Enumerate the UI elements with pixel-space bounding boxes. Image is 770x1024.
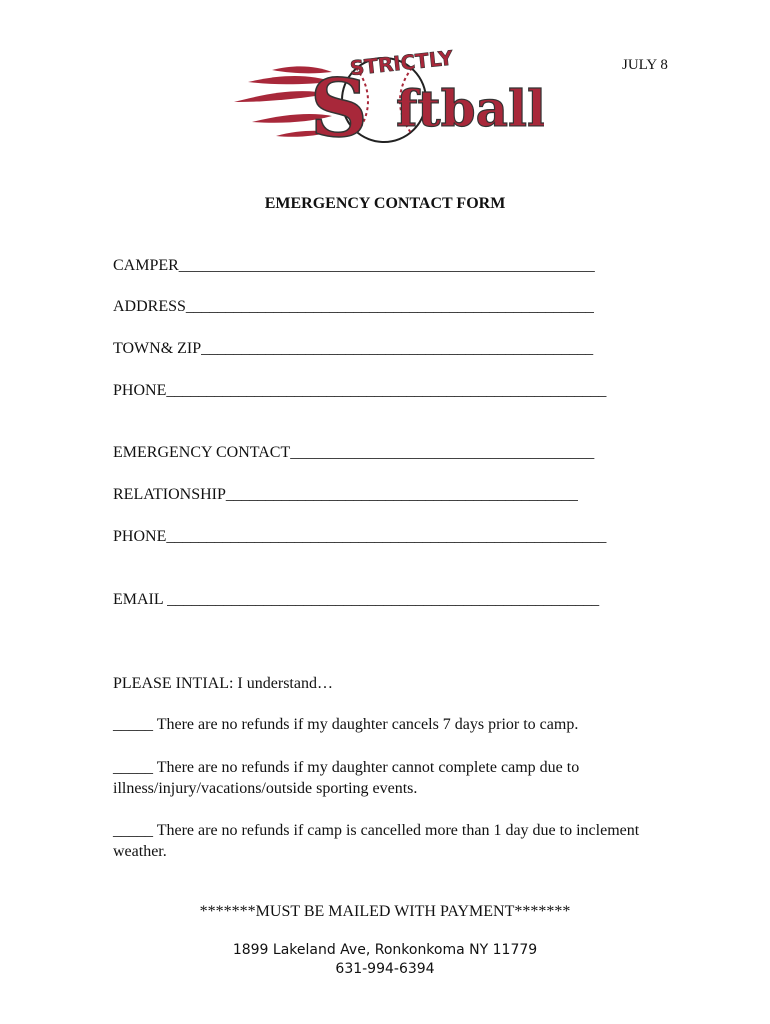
emergency-contact-field[interactable]: EMERGENCY CONTACT______________________________________ bbox=[113, 444, 595, 461]
town-zip-field[interactable]: TOWN& ZIP_________________________________________________ bbox=[113, 340, 594, 357]
contact-address bbox=[0, 941, 770, 979]
strictly-softball-logo bbox=[232, 44, 544, 156]
initial-refund-incomplete[interactable]: _____ There are no refunds if my daughter cannot complete camp due to illness/injury/vacations/outside sporting events. bbox=[113, 759, 580, 797]
date-label: JULY 8 bbox=[622, 57, 668, 73]
mailed-note: *******MUST BE MAILED WITH PAYMENT******* bbox=[199, 903, 571, 920]
phone-field[interactable]: PHONE_______________________________________________________ bbox=[113, 382, 607, 399]
initial-heading: PLEASE INTIAL: I understand… bbox=[113, 675, 333, 692]
initial-refund-cancel[interactable]: _____ There are no refunds if my daughter cancels 7 days prior to camp. bbox=[113, 716, 579, 733]
phone-line: 631-994-6394 bbox=[335, 961, 435, 977]
initial-refund-weather[interactable]: _____ There are no refunds if camp is cancelled more than 1 day due to inclement weather. bbox=[113, 822, 640, 860]
emergency-phone-field[interactable]: PHONE_______________________________________________________ bbox=[113, 528, 607, 545]
address-line: 1899 Lakeland Ave, Ronkonkoma NY 11779 bbox=[232, 942, 538, 958]
logo-strictly-word: STRICTLY bbox=[348, 45, 455, 81]
address-field[interactable]: ADDRESS___________________________________________________ bbox=[113, 298, 594, 315]
camper-field[interactable]: CAMPER____________________________________________________ bbox=[113, 257, 595, 274]
relationship-field[interactable]: RELATIONSHIP____________________________________________ bbox=[113, 486, 578, 503]
email-field[interactable]: EMAIL ______________________________________________________ bbox=[113, 591, 600, 608]
logo-s-letter: S bbox=[310, 61, 368, 155]
logo-ftball-word: ftball bbox=[396, 79, 544, 138]
form-title: EMERGENCY CONTACT FORM bbox=[264, 195, 506, 212]
